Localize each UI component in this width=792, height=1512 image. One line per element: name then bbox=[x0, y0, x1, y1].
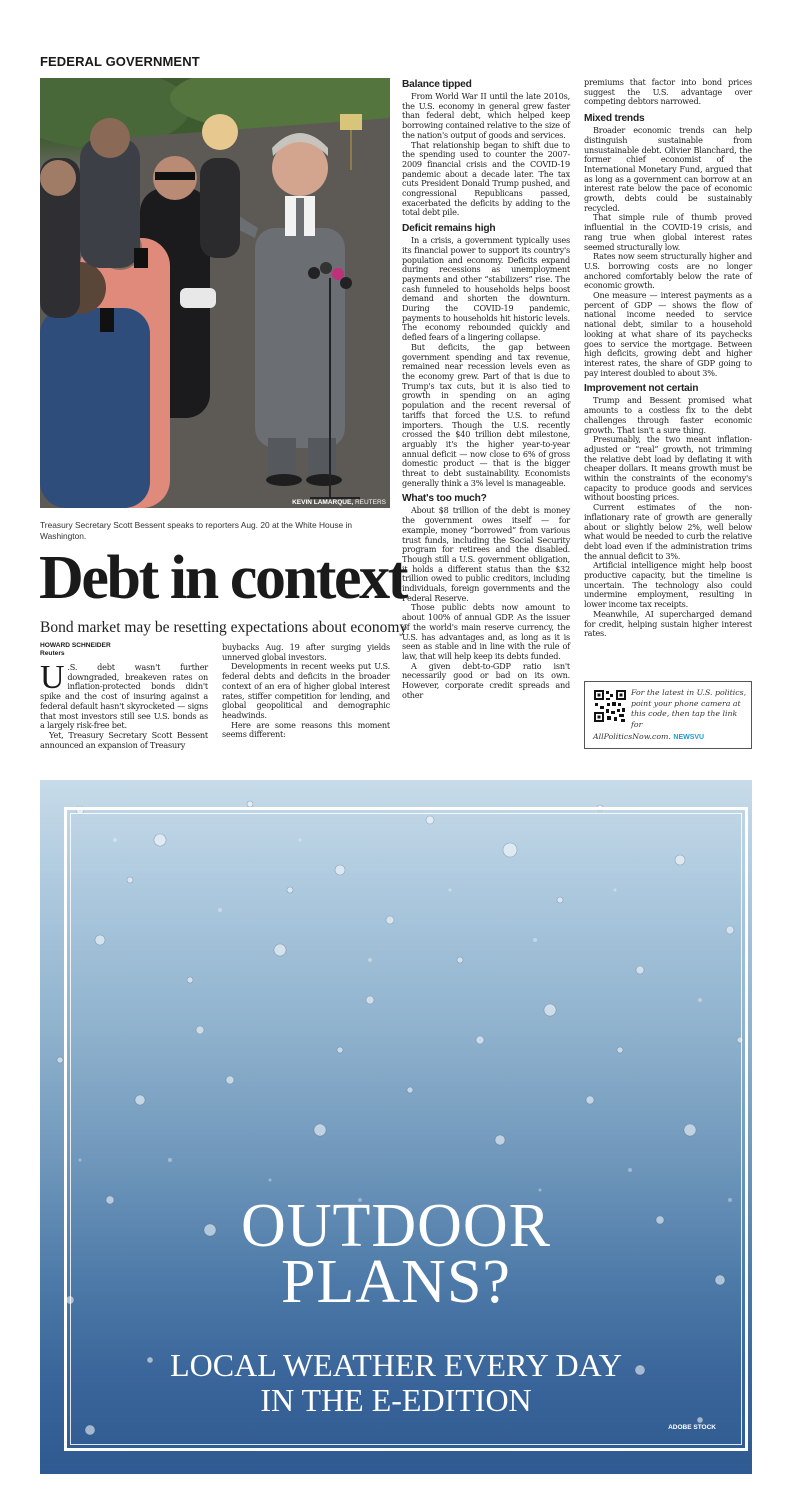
sign-post bbox=[340, 114, 362, 130]
paragraph: Meanwhile, AI supercharged demand for credit, helping sustain higher interest rates. bbox=[584, 608, 752, 639]
paragraph: That relationship began to shift due to the spending used to counter the 2007-2009 financial crisis and the COVID-19 pandemic about a decade later. The tax cuts President Donald Trump pushed, and congressional Republicans passed, exacerbated the deficits by adding to the total debt pile. bbox=[402, 139, 570, 218]
paragraph: That simple rule of thumb proved influential in the COVID-19 crisis, and rang true when global interest rates seemed structurally low. bbox=[584, 212, 752, 252]
e-edition-weather-ad[interactable] bbox=[40, 780, 752, 1474]
ad-title-line-1: OUTDOOR bbox=[240, 1192, 552, 1260]
byline bbox=[40, 642, 111, 658]
paragraph: Those public debts now amount to about 100% of annual GDP. As the issuer of the world's main reserve currency, the U.S. has advantages and, as long as it is seen as stable and in line with the rule of law, that will help keep its debts funded. bbox=[402, 602, 570, 661]
qr-promo-box[interactable] bbox=[584, 681, 752, 749]
paragraph: premiums that factor into bond prices suggest the U.S. advantage over competing debtors narrowed. bbox=[584, 77, 752, 107]
promo-text: For the latest in U.S. politics, point your phone camera at this code, then tap the link for bbox=[631, 688, 747, 729]
paragraph: A given debt-to-GDP ratio isn't necessarily good or bad on its own. However, corporate credit spreads and other bbox=[402, 660, 570, 700]
ad-image-credit: ADOBE STOCK bbox=[668, 1424, 716, 1431]
paragraph: Broader economic trends can help distinguish sustainable from unsustainable debt. Olivier Blanchard, the former chief economist of the International Monetary Fund, argued that as long as a government can borrow at an interest rate below the pace of economic growth, debts could be sustainably recycled. bbox=[584, 125, 752, 213]
paragraph: About $8 trillion of the debt is money the government owes itself — for example, money “borrowed” from various trust funds, including the Social Security program for retirees and the disabled. Though still a U.S. government obligation, it holds a different status than the $32 trillion owed to public creditors, including individuals, foreign governments and the Federal Reserve. bbox=[402, 505, 570, 603]
paragraph: Artificial intelligence might help boost productive capacity, but the timeline is uncertain. The technology also could undermine employment, resulting in lower income tax receipts. bbox=[584, 560, 752, 610]
dropcap: U bbox=[40, 659, 65, 696]
paragraph: One measure — interest payments as a percent of GDP — shows the flow of national income needed to service national debt, similar to a household looking at what share of its paychecks goes to service the mortgage. Between high deficits, growing debt and higher interest rates, the share of GDP going to pay interest doubled to about 3%. bbox=[584, 290, 752, 378]
promo-link[interactable]: AllPoliticsNow.com. NEWSVU bbox=[593, 732, 705, 741]
article-column-4 bbox=[584, 78, 752, 639]
subhead-balance-tipped: Balance tipped bbox=[402, 79, 472, 90]
section-label: FEDERAL GOVERNMENT bbox=[40, 54, 200, 69]
ad-title bbox=[40, 1192, 752, 1316]
striped-bag bbox=[180, 288, 216, 308]
byline-org: Reuters bbox=[40, 650, 65, 657]
byline-name: HOWARD SCHNEIDER bbox=[40, 642, 111, 649]
ad-subtitle-line-1: LOCAL WEATHER EVERY DAY bbox=[170, 1347, 622, 1383]
lead-paragraph: U .S. debt wasn't further downgraded, breakeven rates on inflation-protected bonds didn't spike and the cost of insuring against a federal default hasn't skyrocketed — signs that most investors still see U.S. bonds as a largely risk-free bet. bbox=[40, 659, 208, 731]
photo-credit-name: KEVIN LAMARQUE, bbox=[292, 499, 354, 506]
paragraph: Developments in recent weeks put U.S. federal debts and deficits in the broader context of an era of higher global interest rates, stiffer competition for lending, and global geopolitical and demographic headwinds. bbox=[222, 661, 390, 720]
qr-code-icon[interactable] bbox=[593, 689, 627, 723]
subhead-improvement-not-certain: Improvement not certain bbox=[584, 383, 699, 395]
article-column-1 bbox=[40, 659, 208, 750]
paragraph: Presumably, the two meant inflation-adjusted or “real” growth, not trimming the relative debt load by deflating it with cheaper dollars. It means growth must be within the constraints of the economy's capacity to produce goods and services without boosting prices. bbox=[584, 434, 752, 503]
article-column-2 bbox=[222, 643, 390, 740]
paragraph: Rates now seem structurally higher and U.S. borrowing costs are no longer anchored comfortably below the rate of economic growth. bbox=[584, 251, 752, 291]
ad-subtitle-line-2: IN THE E-EDITION bbox=[260, 1382, 532, 1418]
subhead-deficit-remains-high: Deficit remains high bbox=[402, 223, 496, 235]
paragraph: buybacks Aug. 19 after surging yields unnerved global investors. bbox=[222, 642, 390, 662]
paragraph: Yet, Treasury Secretary Scott Bessent announced an expansion of Treasury bbox=[40, 729, 208, 750]
ad-title-line-2: PLANS? bbox=[281, 1248, 511, 1316]
photo-caption: Treasury Secretary Scott Bessent speaks to reporters Aug. 20 at the White House in Washington. bbox=[40, 520, 353, 541]
paragraph: Current estimates of the non-inflationary rate of growth are generally about or slightly below 2%, well below what would be needed to curb the relative debt load even if the administration trims the annual deficit to 3%. bbox=[584, 502, 752, 561]
paragraph: Here are some reasons this moment seems different: bbox=[222, 719, 390, 740]
paragraph: But deficits, the gap between government spending and tax revenue, remained near recession levels even as the economy grew. Part of that is due to Trump's tax cuts, but it is also tied to growth in spending on an aging population and the recent reversal of tariffs that forced the U.S. to refund importers. Though the U.S. recently crossed the $40 trillion debt milestone, arguably it's the higher year-to-year annual deficit — now close to 6% of gross domestic product — that is the bigger threat to debt sustainability. Economists generally think a 3% level is manageable. bbox=[402, 341, 570, 488]
paragraph: In a crisis, a government typically uses its financial power to support its country's population and economy. Deficits expand during recessions as unemployment payments and other “stabilizers” rise. The cash funneled to households helps boost demand and shorten the downturn. During the COVID-19 pandemic, payments to households hit historic levels. The economy rebounded quickly and defied fears of a lingering collapse. bbox=[402, 235, 570, 343]
photo-credit-source: REUTERS bbox=[354, 499, 386, 506]
paragraph: Trump and Bessent promised what amounts to a costless fix to the debt challenges through faster economic growth. That isn't a sure thing. bbox=[584, 395, 752, 435]
photo-credit bbox=[292, 499, 386, 506]
subhead-mixed-trends: Mixed trends bbox=[584, 113, 645, 125]
news-photo bbox=[40, 78, 390, 508]
subhead-whats-too-much: What's too much? bbox=[402, 493, 487, 505]
paragraph: From World War II until the late 2010s, the U.S. economy in general grew faster than federal debt, which helped keep borrowing contained relative to the size of the nation's output of goods and services. bbox=[402, 91, 570, 140]
newsvu-logo: NEWSVU bbox=[673, 734, 705, 741]
press-scene-illustration bbox=[40, 78, 390, 508]
article-column-3 bbox=[402, 78, 570, 700]
ad-subtitle bbox=[40, 1348, 752, 1418]
headline: Debt in context bbox=[39, 544, 406, 612]
deck: Bond market may be resetting expectations about economy bbox=[40, 619, 408, 636]
